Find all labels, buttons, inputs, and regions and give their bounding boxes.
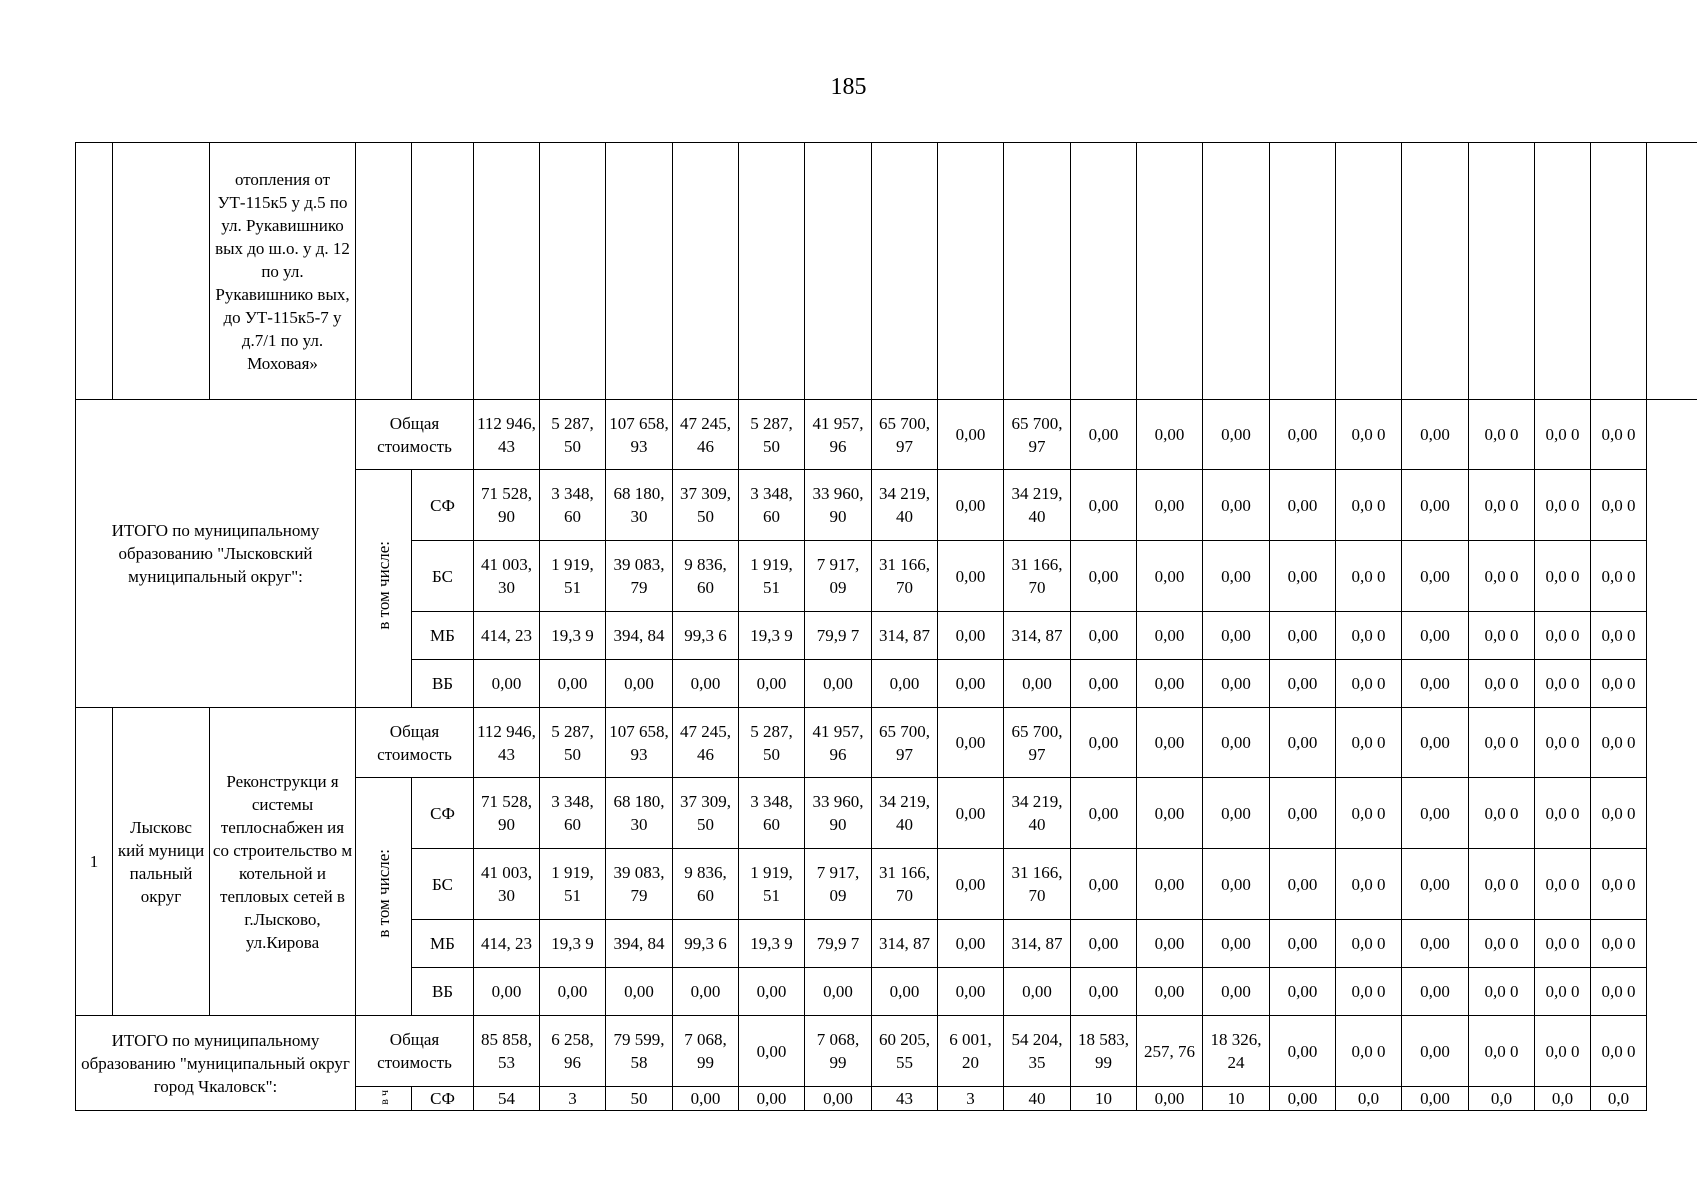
value-cell: 0,00 [1270,708,1336,778]
empty-cell [938,143,1004,400]
value-cell: 0,0 0 [1535,1016,1591,1087]
value-cell: 5 287, 50 [739,708,805,778]
value-cell: 0,0 0 [1336,968,1402,1016]
value-cell: 68 180, 30 [606,470,673,541]
table-row [76,143,1697,400]
value-cell: 0,0 0 [1469,778,1535,849]
value-cell: 0,00 [1137,849,1203,920]
value-cell: 0,00 [1402,920,1469,968]
in-that-number-text: в ч [376,1090,391,1105]
value-cell: 0,00 [1137,612,1203,660]
value-cell: 0,00 [540,968,606,1016]
value-cell: 31 166, 70 [1004,541,1071,612]
value-cell: 31 166, 70 [872,849,938,920]
in-that-number-label [356,1087,412,1111]
value-cell: 0,00 [1270,612,1336,660]
value-cell: 0,0 0 [1591,470,1647,541]
value-cell: 0,0 [1591,1087,1647,1111]
value-cell: 33 960, 90 [805,778,872,849]
value-cell: 0,0 0 [1535,920,1591,968]
value-cell: 0,0 0 [1469,612,1535,660]
value-cell: 0,0 0 [1336,778,1402,849]
value-cell: 0,00 [938,470,1004,541]
total-cost-label: Общая стоимость [356,1016,474,1087]
value-cell: 0,00 [1071,400,1137,470]
value-cell: 43 [872,1087,938,1111]
section-title: ИТОГО по муниципальному образованию "муниципальный округ город Чкаловск": [76,1016,356,1111]
value-cell: 0,00 [1402,1016,1469,1087]
value-cell: 0,00 [938,612,1004,660]
value-cell: 0,0 0 [1336,708,1402,778]
value-cell: 0,00 [1203,612,1270,660]
funding-type: МБ [412,920,474,968]
value-cell: 0,00 [1270,470,1336,541]
value-cell: 0,00 [1402,968,1469,1016]
value-cell: 0,00 [1004,968,1071,1016]
value-cell: 0,00 [1203,660,1270,708]
value-cell: 71 528, 90 [474,778,540,849]
value-cell: 1 919, 51 [540,849,606,920]
value-cell: 0,00 [872,968,938,1016]
value-cell: 7 068, 99 [805,1016,872,1087]
value-cell: 0,00 [1270,1016,1336,1087]
funding-type: БС [412,541,474,612]
value-cell: 0,00 [1203,470,1270,541]
value-cell: 41 003, 30 [474,849,540,920]
value-cell: 0,00 [1137,1087,1203,1111]
funding-type: СФ [412,470,474,541]
value-cell: 18 326, 24 [1203,1016,1270,1087]
value-cell: 0,0 [1535,1087,1591,1111]
table-row [76,1016,1697,1087]
value-cell: 314, 87 [1004,612,1071,660]
value-cell: 34 219, 40 [872,778,938,849]
value-cell: 0,00 [474,968,540,1016]
value-cell: 394, 84 [606,612,673,660]
value-cell: 0,0 0 [1469,708,1535,778]
value-cell: 0,00 [1203,849,1270,920]
value-cell: 3 [540,1087,606,1111]
value-cell: 414, 23 [474,612,540,660]
value-cell: 0,00 [1137,968,1203,1016]
funding-type: БС [412,849,474,920]
empty-cell [872,143,938,400]
value-cell: 33 960, 90 [805,470,872,541]
value-cell: 112 946, 43 [474,708,540,778]
value-cell: 0,00 [1203,541,1270,612]
value-cell: 0,0 0 [1336,660,1402,708]
value-cell: 65 700, 97 [872,400,938,470]
value-cell: 31 166, 70 [872,541,938,612]
value-cell: 0,0 0 [1535,400,1591,470]
in-that-number-text: в том числе: [374,849,393,938]
value-cell: 0,00 [1203,708,1270,778]
value-cell: 0,00 [540,660,606,708]
value-cell: 0,0 0 [1535,849,1591,920]
value-cell: 0,00 [938,708,1004,778]
value-cell: 7 917, 09 [805,849,872,920]
value-cell: 0,0 0 [1535,660,1591,708]
value-cell: 0,0 0 [1469,968,1535,1016]
value-cell: 50 [606,1087,673,1111]
value-cell: 0,0 0 [1591,1016,1647,1087]
value-cell: 3 348, 60 [739,778,805,849]
value-cell: 41 957, 96 [805,708,872,778]
value-cell: 0,0 0 [1469,849,1535,920]
value-cell: 0,00 [1270,660,1336,708]
empty-cell [1402,143,1469,400]
value-cell: 41 003, 30 [474,541,540,612]
value-cell: 99,3 6 [673,612,739,660]
value-cell: 0,00 [1402,470,1469,541]
empty-cell [1647,143,1697,400]
value-cell: 0,00 [1270,920,1336,968]
empty-cell [1591,143,1647,400]
value-cell: 37 309, 50 [673,470,739,541]
value-cell: 0,0 0 [1591,849,1647,920]
in-that-number-text: в том числе: [374,541,393,630]
value-cell: 7 068, 99 [673,1016,739,1087]
value-cell: 19,3 9 [739,612,805,660]
funding-type: СФ [412,1087,474,1111]
value-cell: 314, 87 [1004,920,1071,968]
value-cell: 0,00 [1270,849,1336,920]
value-cell: 0,0 0 [1591,612,1647,660]
value-cell: 5 287, 50 [540,708,606,778]
value-cell: 0,00 [673,968,739,1016]
value-cell: 257, 76 [1137,1016,1203,1087]
value-cell: 0,00 [1071,778,1137,849]
value-cell: 1 919, 51 [540,541,606,612]
value-cell: 0,00 [1402,708,1469,778]
value-cell: 394, 84 [606,920,673,968]
value-cell: 0,0 0 [1535,470,1591,541]
value-cell: 79,9 7 [805,920,872,968]
value-cell: 0,00 [1203,778,1270,849]
empty-cell [540,143,606,400]
value-cell: 0,0 0 [1336,920,1402,968]
value-cell: 0,0 0 [1535,708,1591,778]
value-cell: 0,00 [1071,660,1137,708]
value-cell: 0,00 [1270,1087,1336,1111]
value-cell: 47 245, 46 [673,400,739,470]
value-cell: 0,00 [1137,541,1203,612]
empty-cell [606,143,673,400]
value-cell: 0,00 [805,660,872,708]
value-cell: 0,00 [739,660,805,708]
value-cell: 0,0 0 [1535,612,1591,660]
object-description: отопления от УТ-115к5 у д.5 по ул. Рукавишнико вых до ш.о. у д. 12 по ул. Рукавишнико вых, до УТ-115к5-7 у д.7/1 по ул. Моховая» [210,143,356,400]
row-number: 1 [76,708,113,1016]
value-cell: 0,00 [1071,968,1137,1016]
value-cell: 0,00 [805,968,872,1016]
empty-cell [412,143,474,400]
value-cell: 0,00 [938,400,1004,470]
value-cell: 54 [474,1087,540,1111]
value-cell: 0,00 [474,660,540,708]
value-cell: 0,00 [1137,470,1203,541]
empty-cell [1071,143,1137,400]
object-name: Реконструкци я системы теплоснабжен ия со строительство м котельной и тепловых сетей в г.Лысково, ул.Кирова [210,708,356,1016]
value-cell: 0,00 [938,541,1004,612]
value-cell: 6 258, 96 [540,1016,606,1087]
value-cell: 65 700, 97 [872,708,938,778]
value-cell: 0,00 [938,849,1004,920]
value-cell: 0,00 [1137,708,1203,778]
value-cell: 0,00 [938,660,1004,708]
value-cell: 0,00 [1402,400,1469,470]
value-cell: 0,0 0 [1591,660,1647,708]
funding-type: ВБ [412,660,474,708]
value-cell: 0,0 0 [1591,400,1647,470]
value-cell: 314, 87 [872,612,938,660]
value-cell: 10 [1203,1087,1270,1111]
value-cell: 0,00 [872,660,938,708]
value-cell: 9 836, 60 [673,849,739,920]
value-cell: 0,00 [1004,660,1071,708]
value-cell: 54 204, 35 [1004,1016,1071,1087]
page-number: 185 [830,74,867,100]
value-cell: 71 528, 90 [474,470,540,541]
section-title: ИТОГО по муниципальному образованию "Лысковский муниципальный округ": [76,400,356,708]
value-cell: 107 658, 93 [606,708,673,778]
funding-type: СФ [412,778,474,849]
value-cell: 0,0 0 [1591,778,1647,849]
value-cell: 0,0 0 [1469,920,1535,968]
table-row [76,400,1697,470]
value-cell: 79 599, 58 [606,1016,673,1087]
value-cell: 60 205, 55 [872,1016,938,1087]
value-cell: 79,9 7 [805,612,872,660]
value-cell: 0,00 [1203,400,1270,470]
empty-cell [1203,143,1270,400]
value-cell: 0,0 0 [1591,541,1647,612]
municipality-name: Лысковс кий муници пальный округ [113,708,210,1016]
budget-table [75,142,1697,1111]
value-cell: 0,00 [1071,541,1137,612]
num-cell [76,143,113,400]
value-cell: 0,00 [1071,470,1137,541]
value-cell: 1 919, 51 [739,849,805,920]
value-cell: 0,0 [1336,1087,1402,1111]
value-cell: 68 180, 30 [606,778,673,849]
value-cell: 47 245, 46 [673,708,739,778]
value-cell: 3 348, 60 [540,778,606,849]
empty-cell [1004,143,1071,400]
value-cell: 0,00 [739,1016,805,1087]
value-cell: 0,00 [1402,541,1469,612]
value-cell: 0,00 [673,660,739,708]
value-cell: 0,00 [1270,400,1336,470]
value-cell: 0,0 0 [1591,968,1647,1016]
table-row [76,708,1697,778]
value-cell: 18 583, 99 [1071,1016,1137,1087]
value-cell: 0,0 0 [1469,400,1535,470]
value-cell: 0,0 0 [1336,1016,1402,1087]
empty-cell [1535,143,1591,400]
value-cell: 5 287, 50 [739,400,805,470]
value-cell: 0,00 [1137,778,1203,849]
total-cost-label: Общая стоимость [356,708,474,778]
empty-cell [739,143,805,400]
value-cell: 65 700, 97 [1004,400,1071,470]
empty-cell [1137,143,1203,400]
value-cell: 9 836, 60 [673,541,739,612]
value-cell: 3 [938,1087,1004,1111]
value-cell: 0,00 [1270,541,1336,612]
value-cell: 3 348, 60 [739,470,805,541]
value-cell: 107 658, 93 [606,400,673,470]
value-cell: 0,00 [1203,968,1270,1016]
value-cell: 0,00 [1402,612,1469,660]
value-cell: 0,0 0 [1469,1016,1535,1087]
value-cell: 65 700, 97 [1004,708,1071,778]
value-cell: 0,00 [606,968,673,1016]
value-cell: 34 219, 40 [1004,470,1071,541]
value-cell: 0,0 0 [1336,541,1402,612]
value-cell: 19,3 9 [540,612,606,660]
value-cell: 0,00 [739,1087,805,1111]
value-cell: 0,00 [1203,920,1270,968]
value-cell: 0,00 [1402,660,1469,708]
empty-cell [805,143,872,400]
value-cell: 0,0 0 [1469,470,1535,541]
value-cell: 37 309, 50 [673,778,739,849]
value-cell: 0,0 0 [1469,541,1535,612]
value-cell: 39 083, 79 [606,849,673,920]
value-cell: 39 083, 79 [606,541,673,612]
value-cell: 0,00 [606,660,673,708]
value-cell: 0,0 0 [1535,541,1591,612]
value-cell: 0,0 0 [1535,968,1591,1016]
value-cell: 41 957, 96 [805,400,872,470]
in-that-number-label [356,470,412,708]
value-cell: 0,0 0 [1336,470,1402,541]
value-cell: 0,0 0 [1591,920,1647,968]
empty-cell [673,143,739,400]
value-cell: 85 858, 53 [474,1016,540,1087]
value-cell: 414, 23 [474,920,540,968]
value-cell: 0,00 [805,1087,872,1111]
value-cell: 0,00 [1402,1087,1469,1111]
value-cell: 34 219, 40 [1004,778,1071,849]
empty-cell [1336,143,1402,400]
funding-type: ВБ [412,968,474,1016]
empty-cell [474,143,540,400]
value-cell: 1 919, 51 [739,541,805,612]
value-cell: 7 917, 09 [805,541,872,612]
value-cell: 0,00 [1270,968,1336,1016]
empty-cell [1270,143,1336,400]
value-cell: 112 946, 43 [474,400,540,470]
value-cell: 0,0 0 [1469,660,1535,708]
value-cell: 0,00 [673,1087,739,1111]
value-cell: 19,3 9 [739,920,805,968]
value-cell: 0,0 0 [1336,612,1402,660]
value-cell: 3 348, 60 [540,470,606,541]
value-cell: 0,00 [1137,660,1203,708]
municipality-cell [113,143,210,400]
empty-cell [356,143,412,400]
value-cell: 10 [1071,1087,1137,1111]
value-cell: 0,00 [1137,400,1203,470]
value-cell: 0,00 [1071,920,1137,968]
value-cell: 0,00 [938,920,1004,968]
value-cell: 0,00 [1071,849,1137,920]
value-cell: 99,3 6 [673,920,739,968]
value-cell: 0,0 0 [1336,849,1402,920]
value-cell: 31 166, 70 [1004,849,1071,920]
value-cell: 0,0 [1469,1087,1535,1111]
value-cell: 19,3 9 [540,920,606,968]
value-cell: 0,00 [1270,778,1336,849]
value-cell: 0,0 0 [1535,778,1591,849]
value-cell: 0,00 [1402,849,1469,920]
value-cell: 0,00 [1071,708,1137,778]
empty-cell [1469,143,1535,400]
in-that-number-label [356,778,412,1016]
value-cell: 0,00 [739,968,805,1016]
value-cell: 0,0 0 [1591,708,1647,778]
value-cell: 40 [1004,1087,1071,1111]
funding-type: МБ [412,612,474,660]
value-cell: 0,0 0 [1336,400,1402,470]
value-cell: 0,00 [1402,778,1469,849]
value-cell: 314, 87 [872,920,938,968]
value-cell: 34 219, 40 [872,470,938,541]
value-cell: 0,00 [1071,612,1137,660]
total-cost-label: Общая стоимость [356,400,474,470]
value-cell: 0,00 [938,778,1004,849]
value-cell: 0,00 [938,968,1004,1016]
value-cell: 6 001, 20 [938,1016,1004,1087]
value-cell: 5 287, 50 [540,400,606,470]
value-cell: 0,00 [1137,920,1203,968]
